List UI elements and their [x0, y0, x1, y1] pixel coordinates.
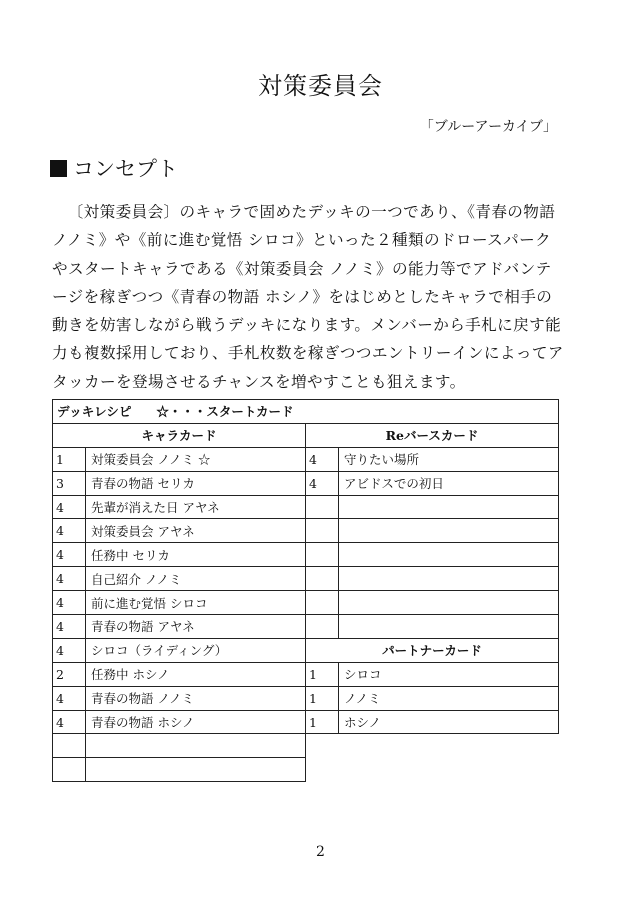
table-row: [53, 686, 559, 710]
table-row: [53, 638, 559, 662]
chara-card-count: 4: [53, 567, 86, 591]
table-row: [53, 615, 559, 639]
reverse-card-count: 4: [306, 447, 339, 471]
chara-card-name: [86, 758, 306, 782]
reverse-card-count: 4: [306, 471, 339, 495]
partner-card-name: シロコ: [339, 662, 559, 686]
reverse-card-name: [339, 615, 559, 639]
chara-card-count: 4: [53, 543, 86, 567]
square-bullet-icon: [50, 160, 67, 177]
chara-card-count: [53, 734, 86, 758]
page-title: 対策委員会: [258, 72, 383, 100]
chara-card-count: 4: [53, 519, 86, 543]
chara-card-name: シロコ（ライディング）: [86, 638, 306, 662]
reverse-card-name: [339, 591, 559, 615]
chara-card-count: 4: [53, 710, 86, 734]
page-number: 2: [316, 844, 325, 860]
concept-heading: [50, 153, 178, 183]
table-row: [53, 710, 559, 734]
chara-card-name: 青春の物語 ノノミ: [86, 686, 306, 710]
table-row: [53, 543, 559, 567]
table-row: [53, 447, 559, 471]
concept-heading-label: コンセプト: [73, 157, 178, 181]
chara-card-count: 4: [53, 638, 86, 662]
reverse-card-name: 守りたい場所: [339, 447, 559, 471]
reverse-card-count: [306, 543, 339, 567]
chara-card-name: 対策委員会 アヤネ: [86, 519, 306, 543]
empty-cell: [306, 734, 559, 758]
table-row: [53, 662, 559, 686]
table-row: [53, 591, 559, 615]
reverse-card-header: Reバースカード: [306, 423, 559, 447]
table-row: [53, 495, 559, 519]
reverse-card-name: [339, 495, 559, 519]
reverse-card-name: [339, 543, 559, 567]
table-row: [53, 758, 559, 782]
partner-card-count: 1: [306, 710, 339, 734]
chara-card-count: 4: [53, 591, 86, 615]
table-row: [53, 519, 559, 543]
reverse-card-count: [306, 567, 339, 591]
reverse-card-count: [306, 495, 339, 519]
empty-cell: [306, 758, 559, 782]
table-row: [53, 471, 559, 495]
partner-card-name: ホシノ: [339, 710, 559, 734]
chara-card-count: 2: [53, 662, 86, 686]
chara-card-name: 対策委員会 ノノミ ☆: [86, 447, 306, 471]
deck-recipe-table: [52, 399, 559, 782]
chara-card-count: [53, 758, 86, 782]
chara-card-name: 青春の物語 ホシノ: [86, 710, 306, 734]
chara-card-name: 任務中 ホシノ: [86, 662, 306, 686]
chara-card-name: 青春の物語 アヤネ: [86, 615, 306, 639]
chara-card-name: 青春の物語 セリカ: [86, 471, 306, 495]
reverse-card-count: [306, 591, 339, 615]
chara-card-count: 3: [53, 471, 86, 495]
table-row: [53, 567, 559, 591]
recipe-label: デッキレシピ ☆・・・スタートカード: [53, 400, 559, 424]
reverse-card-name: [339, 519, 559, 543]
chara-card-name: 自己紹介 ノノミ: [86, 567, 306, 591]
partner-card-count: 1: [306, 686, 339, 710]
chara-card-name: [86, 734, 306, 758]
partner-card-name: ノノミ: [339, 686, 559, 710]
concept-body: 〔対策委員会〕のキャラで固めたデッキの一つであり、《青春の物語 ノノミ》や《前に進む覚悟 シロコ》といった２種類のドロースパークやスタートキャラである《対策委員会 ノノミ》の能力等でアドバンテージを稼ぎつつ《青春の物語 ホシノ》をはじめとしたキャラで相手の動きを妨害しながら戦うデッキになります。メンバーから手札に戻す能力も複数採用しており、手札枚数を稼ぎつつエントリーインによってアタッカーを登場させるチャンスを増やすことも狙えます。: [52, 203, 564, 391]
chara-card-count: 4: [53, 495, 86, 519]
reverse-card-count: [306, 615, 339, 639]
partner-card-header: パートナーカード: [306, 638, 559, 662]
chara-card-count: 4: [53, 615, 86, 639]
header-row: [53, 423, 559, 447]
chara-card-name: 前に進む覚悟 シロコ: [86, 591, 306, 615]
recipe-row: [53, 400, 559, 424]
chara-card-header: キャラカード: [53, 423, 306, 447]
table-row: [53, 734, 559, 758]
chara-card-name: 任務中 セリカ: [86, 543, 306, 567]
chara-card-name: 先輩が消えた日 アヤネ: [86, 495, 306, 519]
reverse-card-name: [339, 567, 559, 591]
reverse-card-count: [306, 519, 339, 543]
chara-card-count: 4: [53, 686, 86, 710]
partner-card-count: 1: [306, 662, 339, 686]
subtitle: 「ブルーアーカイブ」: [419, 119, 557, 135]
chara-card-count: 1: [53, 447, 86, 471]
reverse-card-name: アビドスでの初日: [339, 471, 559, 495]
